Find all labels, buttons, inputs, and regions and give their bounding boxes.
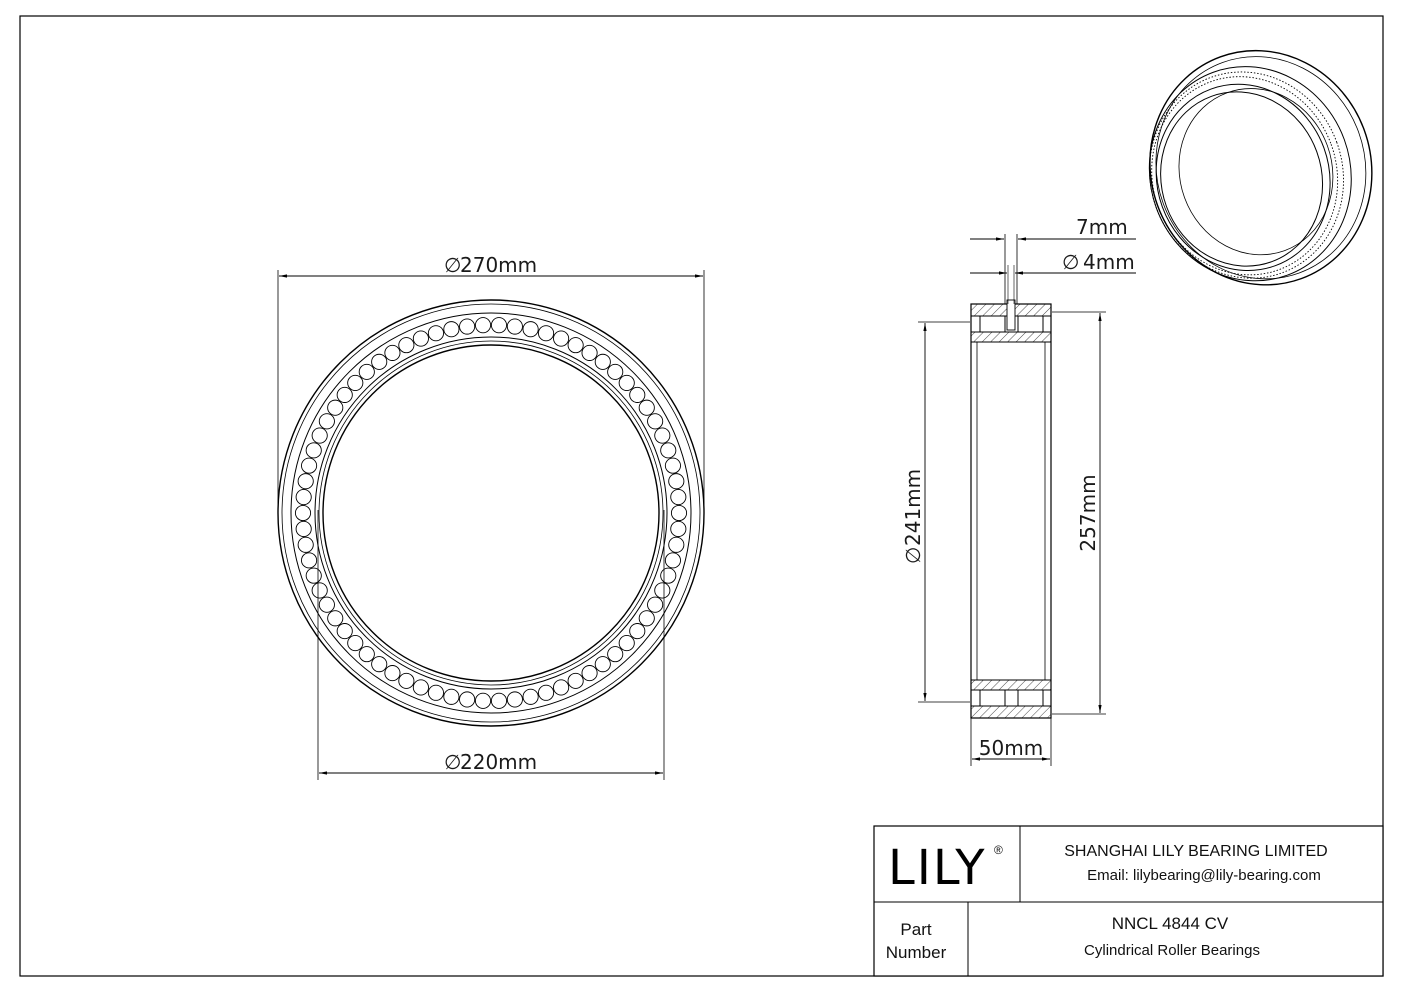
roller (671, 489, 686, 504)
roller (661, 443, 676, 458)
roller (619, 635, 634, 650)
diameter-symbol-icon: ∅ (1062, 250, 1080, 274)
roller (554, 680, 569, 695)
inner-ring-chamfer (319, 341, 663, 685)
roller (444, 689, 459, 704)
roller (648, 414, 663, 429)
roller (507, 319, 522, 334)
inner-ring-outer-edge (315, 337, 667, 689)
roller (639, 611, 654, 626)
roller (475, 693, 490, 708)
roller (413, 680, 428, 695)
roller (337, 624, 352, 639)
roller (665, 553, 680, 568)
roller-section-bottom-left (980, 690, 1005, 706)
roller (608, 647, 623, 662)
roller (655, 428, 670, 443)
part-number: NNCL 4844 CV (1111, 914, 1229, 933)
roller (444, 322, 459, 337)
roller (507, 692, 522, 707)
roller (337, 387, 352, 402)
groove-width-label: 7mm (1076, 215, 1128, 239)
roller (608, 364, 623, 379)
roller (372, 354, 387, 369)
roller (399, 673, 414, 688)
roller (491, 693, 506, 708)
roller (428, 326, 443, 341)
roller (523, 689, 538, 704)
roller (372, 657, 387, 672)
roller (595, 657, 610, 672)
outer-ring-inner-edge (291, 313, 691, 713)
diameter-symbol-icon: ∅ (444, 253, 462, 277)
inner-diameter-label: 220mm (460, 750, 538, 774)
roller (295, 505, 310, 520)
width-label: 50mm (978, 736, 1044, 760)
inner-race-diameter-label: 241mm (901, 468, 925, 546)
roller (671, 505, 686, 520)
roller (413, 331, 428, 346)
roller (671, 521, 686, 536)
roller (428, 685, 443, 700)
roller (582, 345, 597, 360)
roller-section-top-left (980, 316, 1005, 332)
outer-ring-outer-edge (278, 300, 704, 726)
roller (661, 568, 676, 583)
outer-ring-chamfer (282, 304, 700, 722)
roller (460, 319, 475, 334)
outer-ring-section-bottom (971, 706, 1051, 718)
roller (312, 583, 327, 598)
roller (619, 375, 634, 390)
roller (319, 597, 334, 612)
roller (475, 318, 490, 333)
roller (648, 597, 663, 612)
roller (669, 537, 684, 552)
title-block (874, 826, 1383, 976)
hole-diameter-label: 4mm (1083, 250, 1135, 274)
company-name: SHANGHAI LILY BEARING LIMITED (1064, 843, 1328, 860)
outer-race-diameter-label: 257mm (1076, 474, 1100, 552)
side-view (901, 215, 1136, 766)
roller (665, 458, 680, 473)
roller (385, 665, 400, 680)
part-type: Cylindrical Roller Bearings (1084, 942, 1260, 959)
roller (296, 489, 311, 504)
roller (630, 387, 645, 402)
roller (348, 375, 363, 390)
roller-section-top-right (1018, 316, 1043, 332)
roller (523, 322, 538, 337)
inner-ring-bore (323, 345, 659, 681)
lubrication-hole (1007, 300, 1015, 330)
registered-mark-icon: ® (994, 843, 1003, 857)
roller (491, 318, 506, 333)
inner-ring-section-bottom (971, 680, 1051, 690)
outer-diameter-label: 270mm (460, 253, 538, 277)
diameter-symbol-icon: ∅ (444, 750, 462, 774)
roller (655, 583, 670, 598)
roller (538, 326, 553, 341)
part-label: Part (900, 920, 932, 939)
roller (538, 685, 553, 700)
roller (298, 537, 313, 552)
isometric-view (1115, 19, 1403, 317)
roller (669, 474, 684, 489)
company-email: Email: lilybearing@lily-bearing.com (1087, 867, 1321, 884)
roller (312, 428, 327, 443)
roller (399, 338, 414, 353)
roller-section-bottom-right (1018, 690, 1043, 706)
roller (328, 611, 343, 626)
roller (568, 673, 583, 688)
roller (301, 553, 316, 568)
number-label: Number (885, 943, 947, 962)
company-logo: LILY (888, 840, 987, 896)
roller (595, 354, 610, 369)
roller (306, 443, 321, 458)
roller (319, 414, 334, 429)
roller (630, 624, 645, 639)
roller (298, 474, 313, 489)
diameter-symbol-icon: ∅ (901, 546, 925, 564)
roller (639, 400, 654, 415)
front-view (278, 253, 704, 780)
bearing-section-outline (971, 304, 1051, 718)
roller (582, 665, 597, 680)
inner-ring-section-top (971, 332, 1051, 342)
roller (296, 521, 311, 536)
roller (554, 331, 569, 346)
roller (568, 338, 583, 353)
roller-set (295, 318, 686, 709)
roller (301, 458, 316, 473)
roller (460, 692, 475, 707)
roller (328, 400, 343, 415)
roller (348, 635, 363, 650)
roller (359, 364, 374, 379)
roller (385, 345, 400, 360)
roller (359, 647, 374, 662)
roller (306, 568, 321, 583)
